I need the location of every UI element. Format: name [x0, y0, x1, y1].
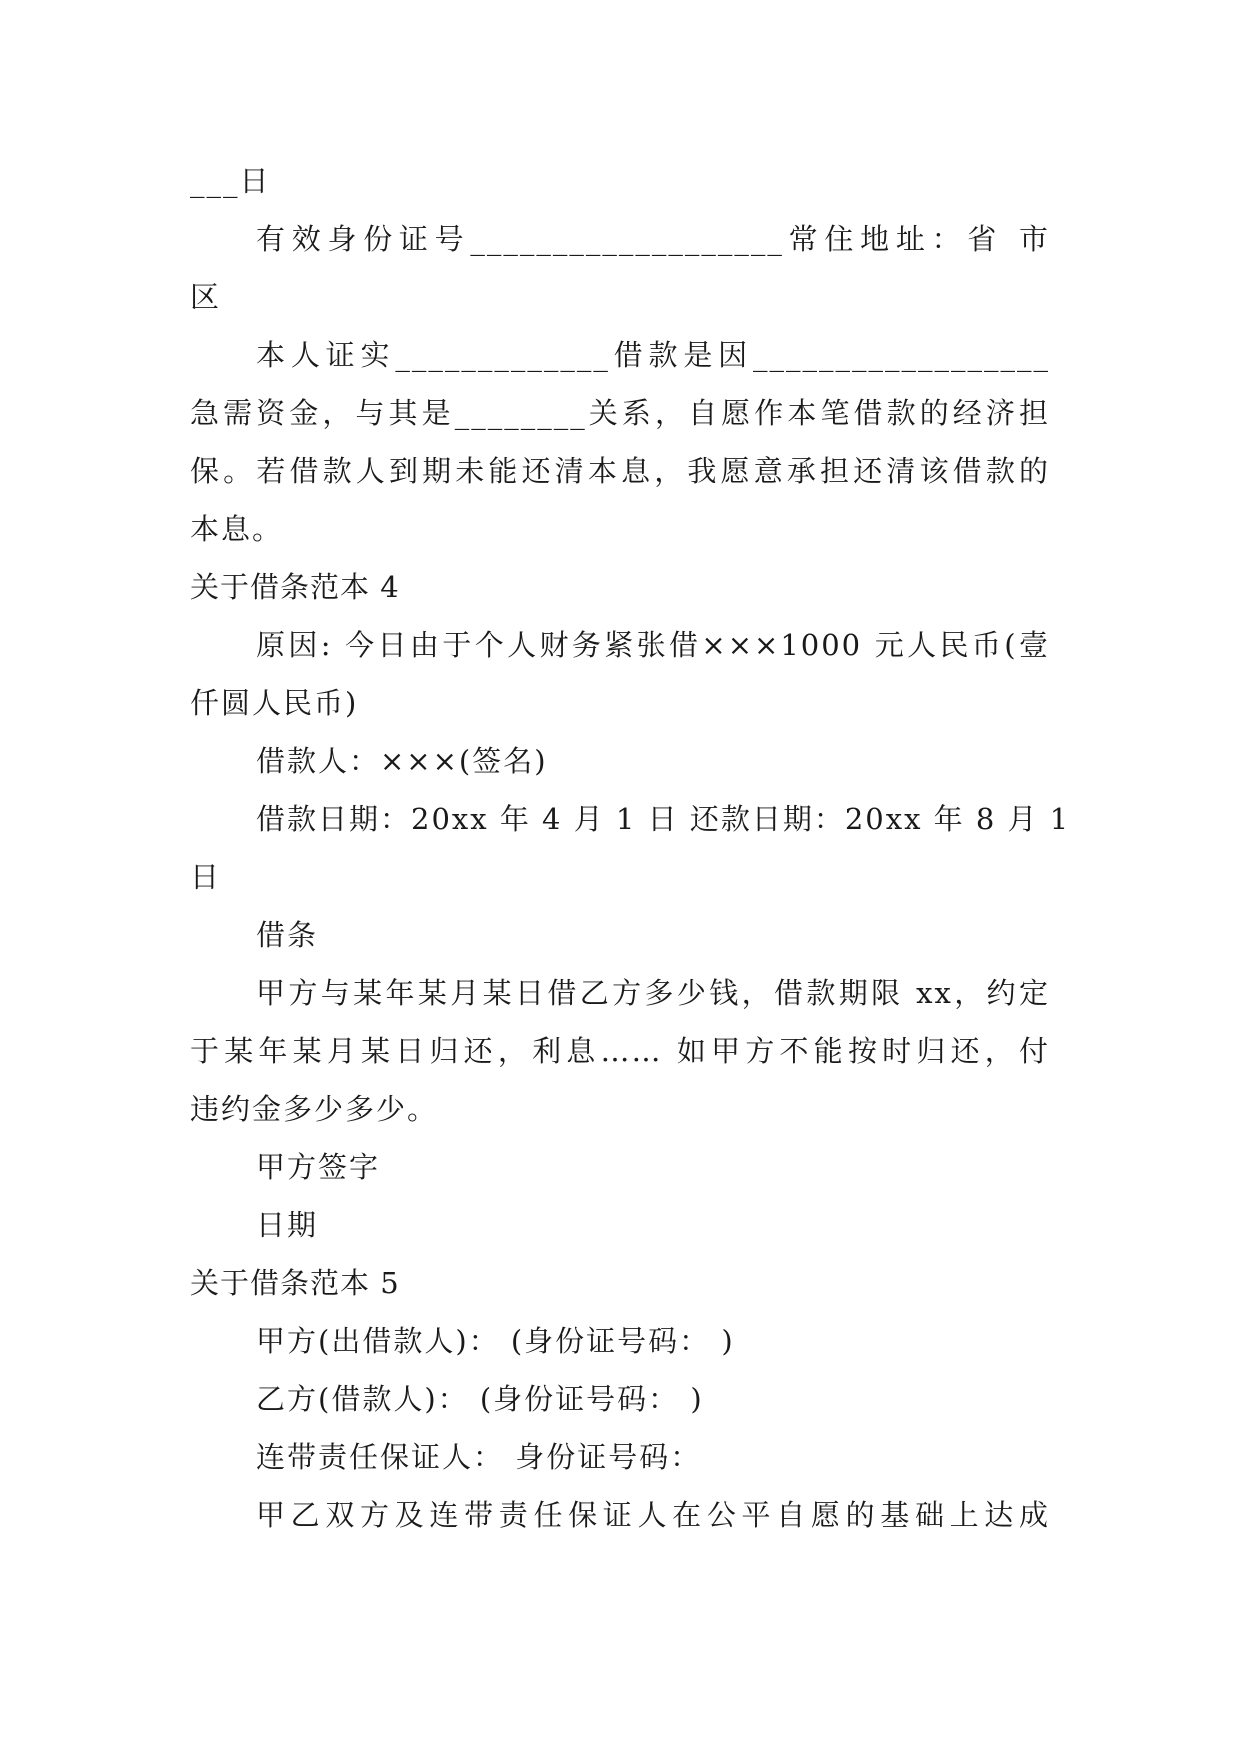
section-heading: 关于借条范本 4 — [190, 570, 400, 604]
text-line: 于某年某月某日归还，利息…… 如甲方不能按时归还，付 — [190, 1034, 1050, 1068]
text-line: 本息。 — [190, 512, 284, 546]
text-line: 甲方(出借款人)： (身份证号码： ) — [256, 1324, 735, 1358]
text-line: 本人证实_____________借款是因__________________ — [256, 338, 1050, 372]
text-line: 日 — [190, 860, 222, 894]
text-line: 违约金多少多少。 — [190, 1092, 439, 1126]
text-line: 急需资金，与其是________关系，自愿作本笔借款的经济担 — [190, 396, 1050, 430]
text-line: ___日 — [190, 164, 271, 198]
text-line: 连带责任保证人： 身份证号码： — [256, 1440, 702, 1474]
text-line: 甲方与某年某月某日借乙方多少钱，借款期限 xx，约定 — [256, 976, 1050, 1010]
text-line: 仟圆人民币) — [190, 686, 359, 720]
section-heading: 关于借条范本 5 — [190, 1266, 400, 1300]
text-line: 保。若借款人到期未能还清本息，我愿意承担还清该借款的 — [190, 454, 1050, 488]
text-line: 区 — [190, 280, 222, 314]
document-body — [190, 152, 1071, 1544]
text-line: 乙方(借款人)： (身份证号码： ) — [256, 1382, 704, 1416]
text-line: 甲乙双方及连带责任保证人在公平自愿的基础上达成 — [256, 1498, 1050, 1532]
text-line: 日期 — [256, 1208, 319, 1242]
text-line: 有效身份证号___________________常住地址：省 市 — [256, 222, 1050, 256]
text-line: 借条 — [256, 918, 319, 952]
text-line: 借款人：×××(签名) — [256, 744, 548, 778]
text-line: 借款日期：20xx 年 4 月 1 日 还款日期：20xx 年 8 月 1 — [256, 802, 1071, 836]
text-line: 原因: 今日由于个人财务紧张借×××1000 元人民币(壹 — [256, 628, 1050, 662]
text-line: 甲方签字 — [256, 1150, 381, 1184]
